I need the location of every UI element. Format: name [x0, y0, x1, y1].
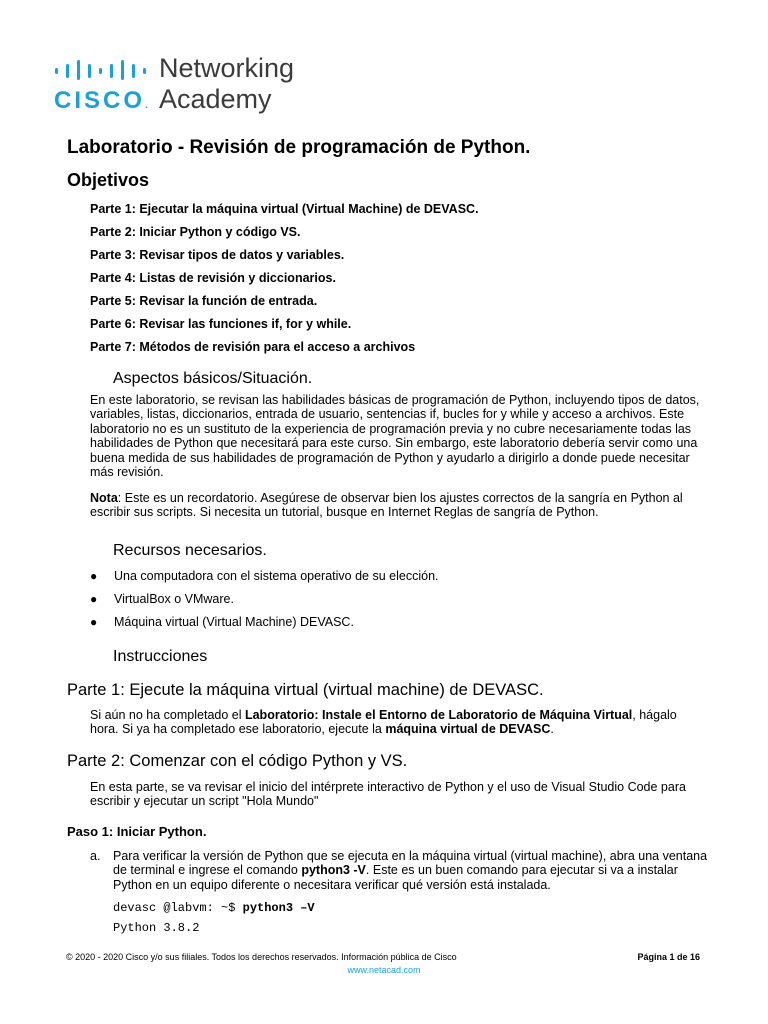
- note-paragraph: [90, 491, 705, 520]
- footer-page-number: Página 1 de 16: [637, 952, 700, 962]
- objective-item: Parte 2: Iniciar Python y código VS.: [90, 225, 301, 239]
- logo-academy-text: Academy: [159, 84, 272, 114]
- step1-item-text: Para verificar la versión de Python que se ejecuta en la máquina virtual (virtual machine), abra una ventana de terminal e ingrese el comando python3 -V. Este es un buen comando para ejecutar si va a instalar Python en un equipo diferente o necesitara verificar qué versión está instalada.: [113, 849, 708, 892]
- part2-paragraph: En esta parte, se va revisar el inicio del intérprete interactivo de Python y el uso de Visual Studio Code para escribir y ejecutar un script "Hola Mundo": [90, 780, 686, 809]
- code-output-line: Python 3.8.2: [113, 921, 200, 935]
- part1-heading: Parte 1: Ejecute la máquina virtual (virtual machine) de DEVASC.: [67, 681, 544, 699]
- cisco-networking-academy-logo: [54, 53, 314, 118]
- code-command-line: devasc @labvm: ~$ python3 –V: [113, 901, 315, 915]
- note-label: Nota: [90, 491, 118, 505]
- step1-heading: Paso 1: Iniciar Python.: [67, 824, 207, 839]
- resources-list: [90, 568, 439, 637]
- resources-heading: Recursos necesarios.: [113, 542, 267, 559]
- objectives-list: [90, 201, 479, 362]
- objectives-heading: Objetivos: [67, 170, 150, 190]
- objective-item: Parte 5: Revisar la función de entrada.: [90, 294, 318, 308]
- list-marker: a.: [90, 849, 101, 863]
- resource-item: ● Una computadora con el sistema operativo de su elección.: [90, 569, 439, 583]
- part1-paragraph: Si aún no ha completado el Laboratorio: Instale el Entorno de Laboratorio de Máquina Virtual, hágalo hora. Si ya ha completado ese laboratorio, ejecute la máquina virtual de DEVASC.: [90, 708, 677, 737]
- part2-heading: Parte 2: Comenzar con el código Python y VS.: [67, 752, 408, 770]
- objective-item: Parte 1: Ejecutar la máquina virtual (Virtual Machine) de DEVASC.: [90, 202, 479, 216]
- objective-item: Parte 6: Revisar las funciones if, for y while.: [90, 317, 352, 331]
- bullet-icon: ●: [90, 592, 98, 606]
- resource-item: ● Máquina virtual (Virtual Machine) DEVASC.: [90, 615, 354, 629]
- footer-copyright: © 2020 - 2020 Cisco y/o sus filiales. Todos los derechos reservados. Información pública de Cisco: [66, 952, 457, 962]
- background-heading: Aspectos básicos/Situación.: [113, 370, 313, 387]
- footer-url-link[interactable]: www.netacad.com: [347, 965, 421, 975]
- note-text: : Este es un recordatorio. Asegúrese de observar bien los ajustes correctos de la sangría en Python al escribir sus scripts. Si necesita un tutorial, busque en Internet Reglas de sangría de Python.: [90, 491, 683, 520]
- cisco-bars-icon: [54, 60, 152, 80]
- background-paragraph: En este laboratorio, se revisan las habilidades básicas de programación de Python, incluyendo tipos de datos, variables, listas, diccionarios, entrada de usuario, sentencias if, bucles for y while y acceso a archivos. Este laboratorio no es un sustituto de la experiencia de programación previa y no cubre necesariamente todas las habilidades de Python que necesitará para este curso. Sin embargo, este laboratorio debería servir como una buena medida de sus habilidades de programación de Python y ayudarlo a dirigirlo a donde puede necesitar más revisión.: [90, 393, 700, 480]
- logo-networking-text: Networking: [159, 53, 295, 83]
- bullet-icon: ●: [90, 569, 98, 583]
- resource-item: ● VirtualBox o VMware.: [90, 592, 234, 606]
- instructions-heading: Instrucciones: [113, 648, 208, 665]
- objective-item: Parte 4: Listas de revisión y diccionarios.: [90, 271, 336, 285]
- logo-cisco-wordmark: CISCO.: [54, 87, 148, 114]
- bullet-icon: ●: [90, 615, 98, 629]
- objective-item: Parte 7: Métodos de revisión para el acceso a archivos: [90, 340, 416, 354]
- document-title: Laboratorio - Revisión de programación de Python.: [67, 137, 531, 158]
- objective-item: Parte 3: Revisar tipos de datos y variables.: [90, 248, 345, 262]
